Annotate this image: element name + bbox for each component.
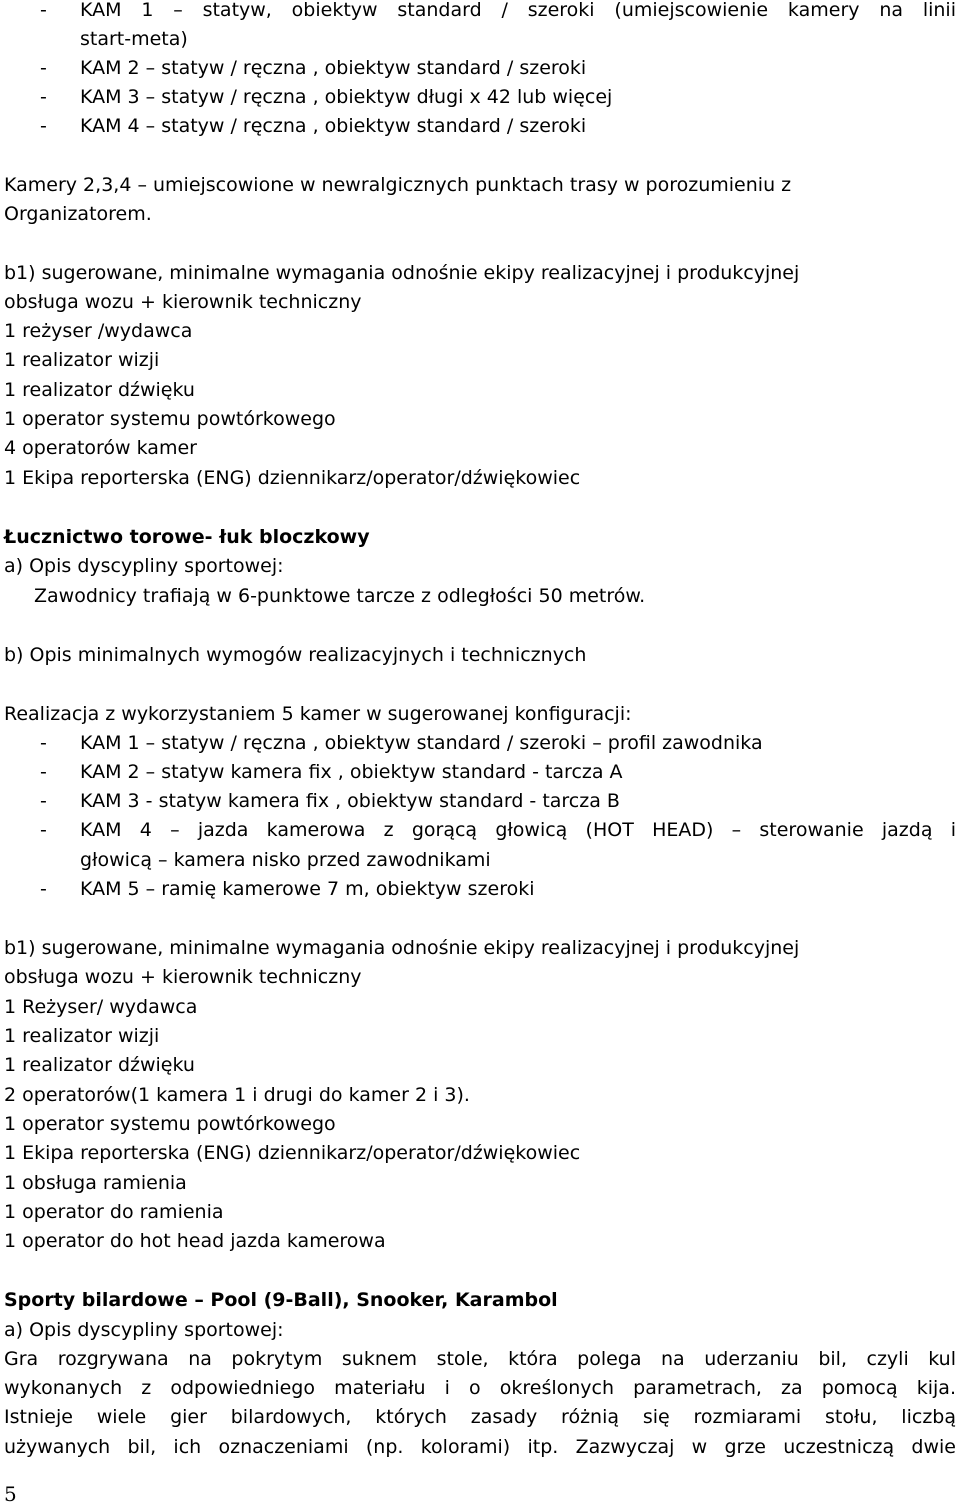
crew-line: 1 Reżyser/ wydawca xyxy=(4,996,198,1018)
paragraph-line: Istnieje wiele gier bilardowych, których zasady różnią się rozmiarami stołu, liczbą xyxy=(4,1406,956,1428)
camera-item: KAM 4 – jazda kamerowa z gorącą głowicą (HOT HEAD) – sterowanie jazdą i xyxy=(80,819,956,841)
page-number: 5 xyxy=(4,1482,17,1506)
cameras-note-continuation: Organizatorem. xyxy=(4,203,152,225)
list-dash: - xyxy=(40,115,47,137)
list-item: KAM 1 – statyw, obiektyw standard / szeroki (umiejscowienie kamery na linii xyxy=(80,0,956,21)
crew-line: obsługa wozu + kierownik techniczny xyxy=(4,291,362,313)
crew-line: 1 realizator dźwięku xyxy=(4,1054,195,1076)
crew-heading: b1) sugerowane, minimalne wymagania odnośnie ekipy realizacyjnej i produkcyjnej xyxy=(4,262,800,284)
crew-line: 1 obsługa ramienia xyxy=(4,1172,187,1194)
camera-item: KAM 3 - statyw kamera fix , obiektyw standard - tarcza B xyxy=(80,790,620,812)
camera-item: KAM 5 – ramię kamerowe 7 m, obiektyw szeroki xyxy=(80,878,535,900)
crew-line: 1 operator do ramienia xyxy=(4,1201,224,1223)
paragraph-line: używanych bil, ich oznaczeniami (np. kolorami) itp. Zazwyczaj w grze uczestniczą dwie xyxy=(4,1436,956,1458)
camera-item: KAM 1 – statyw / ręczna , obiektyw standard / szeroki – profil zawodnika xyxy=(80,732,763,754)
crew-line: 1 operator systemu powtórkowego xyxy=(4,1113,336,1135)
list-dash: - xyxy=(40,819,47,841)
camera-item: KAM 2 – statyw kamera fix , obiektyw standard - tarcza A xyxy=(80,761,623,783)
list-dash: - xyxy=(40,878,47,900)
list-item: KAM 3 – statyw / ręczna , obiektyw długi x 42 lub więcej xyxy=(80,86,613,108)
crew-line: 1 Ekipa reporterska (ENG) dziennikarz/operator/dźwiękowiec xyxy=(4,1142,581,1164)
list-dash: - xyxy=(40,86,47,108)
crew-line: 1 operator systemu powtórkowego xyxy=(4,408,336,430)
list-item-continuation: start-meta) xyxy=(80,28,188,50)
paragraph-line: Gra rozgrywana na pokrytym suknem stole, która polega na uderzaniu bil, czyli kul xyxy=(4,1348,956,1370)
crew-line: 1 reżyser /wydawca xyxy=(4,320,193,342)
description-label: a) Opis dyscypliny sportowej: xyxy=(4,1319,284,1341)
crew-line: 1 realizator wizji xyxy=(4,1025,160,1047)
crew-line: 1 operator do hot head jazda kamerowa xyxy=(4,1230,386,1252)
crew-line: 4 operatorów kamer xyxy=(4,437,197,459)
list-item: KAM 2 – statyw / ręczna , obiektyw standard / szeroki xyxy=(80,57,587,79)
crew-line: 1 realizator wizji xyxy=(4,349,160,371)
list-dash: - xyxy=(40,57,47,79)
list-dash: - xyxy=(40,732,47,754)
list-dash: - xyxy=(40,790,47,812)
description-text: Zawodnicy trafiają w 6-punktowe tarcze z odległości 50 metrów. xyxy=(34,585,646,607)
description-label: a) Opis dyscypliny sportowej: xyxy=(4,555,284,577)
crew-line: 1 realizator dźwięku xyxy=(4,379,195,401)
cameras-note: Kamery 2,3,4 – umiejscowione w newralgicznych punktach trasy w porozumieniu z xyxy=(4,174,792,196)
config-intro: Realizacja z wykorzystaniem 5 kamer w sugerowanej konfiguracji: xyxy=(4,703,632,725)
section-title: Łucznictwo torowe- łuk bloczkowy xyxy=(4,526,370,548)
crew-line: 1 Ekipa reporterska (ENG) dziennikarz/operator/dźwiękowiec xyxy=(4,467,581,489)
crew-line: 2 operatorów(1 kamera 1 i drugi do kamer 2 i 3). xyxy=(4,1084,470,1106)
list-dash: - xyxy=(40,0,47,21)
crew-heading: b1) sugerowane, minimalne wymagania odnośnie ekipy realizacyjnej i produkcyjnej xyxy=(4,937,800,959)
crew-line: obsługa wozu + kierownik techniczny xyxy=(4,966,362,988)
paragraph-line: wykonanych z odpowiedniego materiału i o określonych parametrach, za pomocą kija. xyxy=(4,1377,956,1399)
list-dash: - xyxy=(40,761,47,783)
camera-item-continuation: głowicą – kamera nisko przed zawodnikami xyxy=(80,849,491,871)
requirements-label: b) Opis minimalnych wymogów realizacyjnych i technicznych xyxy=(4,644,587,666)
list-item: KAM 4 – statyw / ręczna , obiektyw standard / szeroki xyxy=(80,115,587,137)
section-title: Sporty bilardowe – Pool (9-Ball), Snooker, Karambol xyxy=(4,1289,558,1311)
